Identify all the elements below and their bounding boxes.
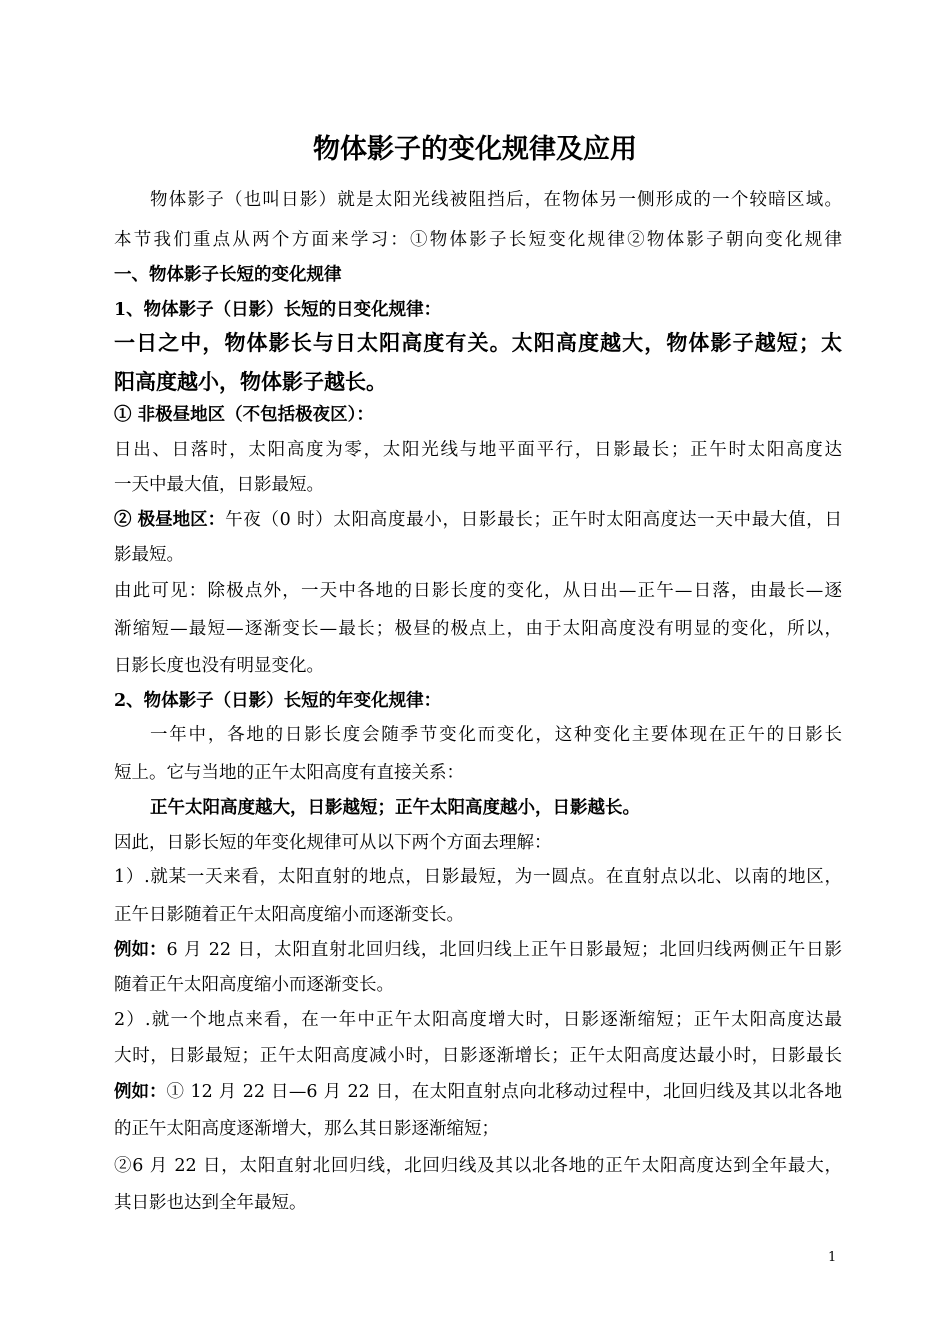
key-rule-line-1: 一日之中，物体影长与日太阳高度有关。太阳高度越大，物体影子越短；太: [114, 330, 842, 355]
conclusion-line-1: 由此可见：除极点外，一天中各地的日影长度的变化，从日出—正午—日落，由最长—逐: [114, 581, 842, 601]
section-heading-1: 一、物体影子长短的变化规律: [114, 265, 342, 285]
polar-label: ② 极昼地区：: [114, 510, 226, 530]
nonpolar-line-1: 日出、日落时，太阳高度为零，太阳光线与地平面平行，日影最长；正午时太阳高度达: [114, 440, 842, 460]
point-1-line-1: 1）.就某一天来看，太阳直射的地点，日影最短，为一圆点。在直射点以北、以南的地区，: [114, 867, 842, 887]
intro-line-2: 本节我们重点从两个方面来学习：①物体影子长短变化规律②物体影子朝向变化规律: [114, 230, 842, 250]
example-2-label: 例如：: [114, 1082, 167, 1102]
example-2-line-2: 的正午太阳高度逐渐增大，那么其日影逐渐缩短；: [114, 1119, 499, 1139]
subheading-daily: 1、物体影子（日影）长短的日变化规律：: [114, 300, 442, 320]
point-2-line-2: 大时，日影最短；正午太阳高度减小时，日影逐渐增长；正午太阳高度达最小时，日影最长: [114, 1046, 842, 1066]
annual-line-1: 一年中，各地的日影长度会随季节变化而变化，这种变化主要体现在正午的日影长: [150, 725, 842, 745]
polar-text: 午夜（0 时）太阳高度最小，日影最长；正午时太阳高度达一天中最大值，日: [225, 510, 842, 530]
example-2-line-1: [114, 1079, 842, 1105]
example-2-text: ① 12 月 22 日—6 月 22 日，在太阳直射点向北移动过程中，北回归线及其以北各地: [166, 1082, 842, 1102]
example-3-line-2: 其日影也达到全年最短。: [114, 1193, 307, 1213]
point-2-line-1: 2）.就一个地点来看，在一年中正午太阳高度增大时，日影逐渐缩短；正午太阳高度达最: [114, 1010, 842, 1030]
polar-line-1: [114, 507, 842, 533]
example-1-text: 6 月 22 日，太阳直射北回归线，北回归线上正午日影最短；北回归线两侧正午日影: [166, 940, 842, 960]
example-1-line-2: 随着正午太阳高度缩小而逐渐变长。: [114, 975, 394, 995]
intro-line-1: 物体影子（也叫日影）就是太阳光线被阻挡后，在物体另一侧形成的一个较暗区域。: [150, 190, 842, 210]
conclusion-line-3: 日影长度也没有明显变化。: [114, 656, 324, 676]
example-1-label: 例如：: [114, 940, 167, 960]
annual-rule: 正午太阳高度越大，日影越短；正午太阳高度越小，日影越长。: [150, 798, 640, 818]
page-title: 物体影子的变化规律及应用: [313, 134, 637, 165]
example-1-line-1: [114, 937, 842, 963]
polar-line-2: 影最短。: [114, 545, 184, 565]
page-number: 1: [828, 1250, 837, 1265]
nonpolar-heading: ① 非极昼地区（不包括极夜区）：: [114, 405, 374, 425]
key-rule-line-2: 阳高度越小，物体影子越长。: [114, 369, 387, 394]
annual-line-2: 短上。它与当地的正午太阳高度有直接关系：: [114, 763, 464, 783]
therefore-line: 因此，日影长短的年变化规律可从以下两个方面去理解：: [114, 833, 552, 853]
point-1-line-2: 正午日影随着正午太阳高度缩小而逐渐变长。: [114, 905, 464, 925]
conclusion-line-2: 渐缩短—最短—逐渐变长—最长；极昼的极点上，由于太阳高度没有明显的变化，所以，: [114, 619, 842, 639]
example-3-line-1: ②6 月 22 日，太阳直射北回归线，北回归线及其以北各地的正午太阳高度达到全年最大，: [114, 1156, 842, 1176]
nonpolar-line-2: 一天中最大值，日影最短。: [114, 475, 324, 495]
subheading-annual: 2、物体影子（日影）长短的年变化规律：: [114, 691, 442, 711]
